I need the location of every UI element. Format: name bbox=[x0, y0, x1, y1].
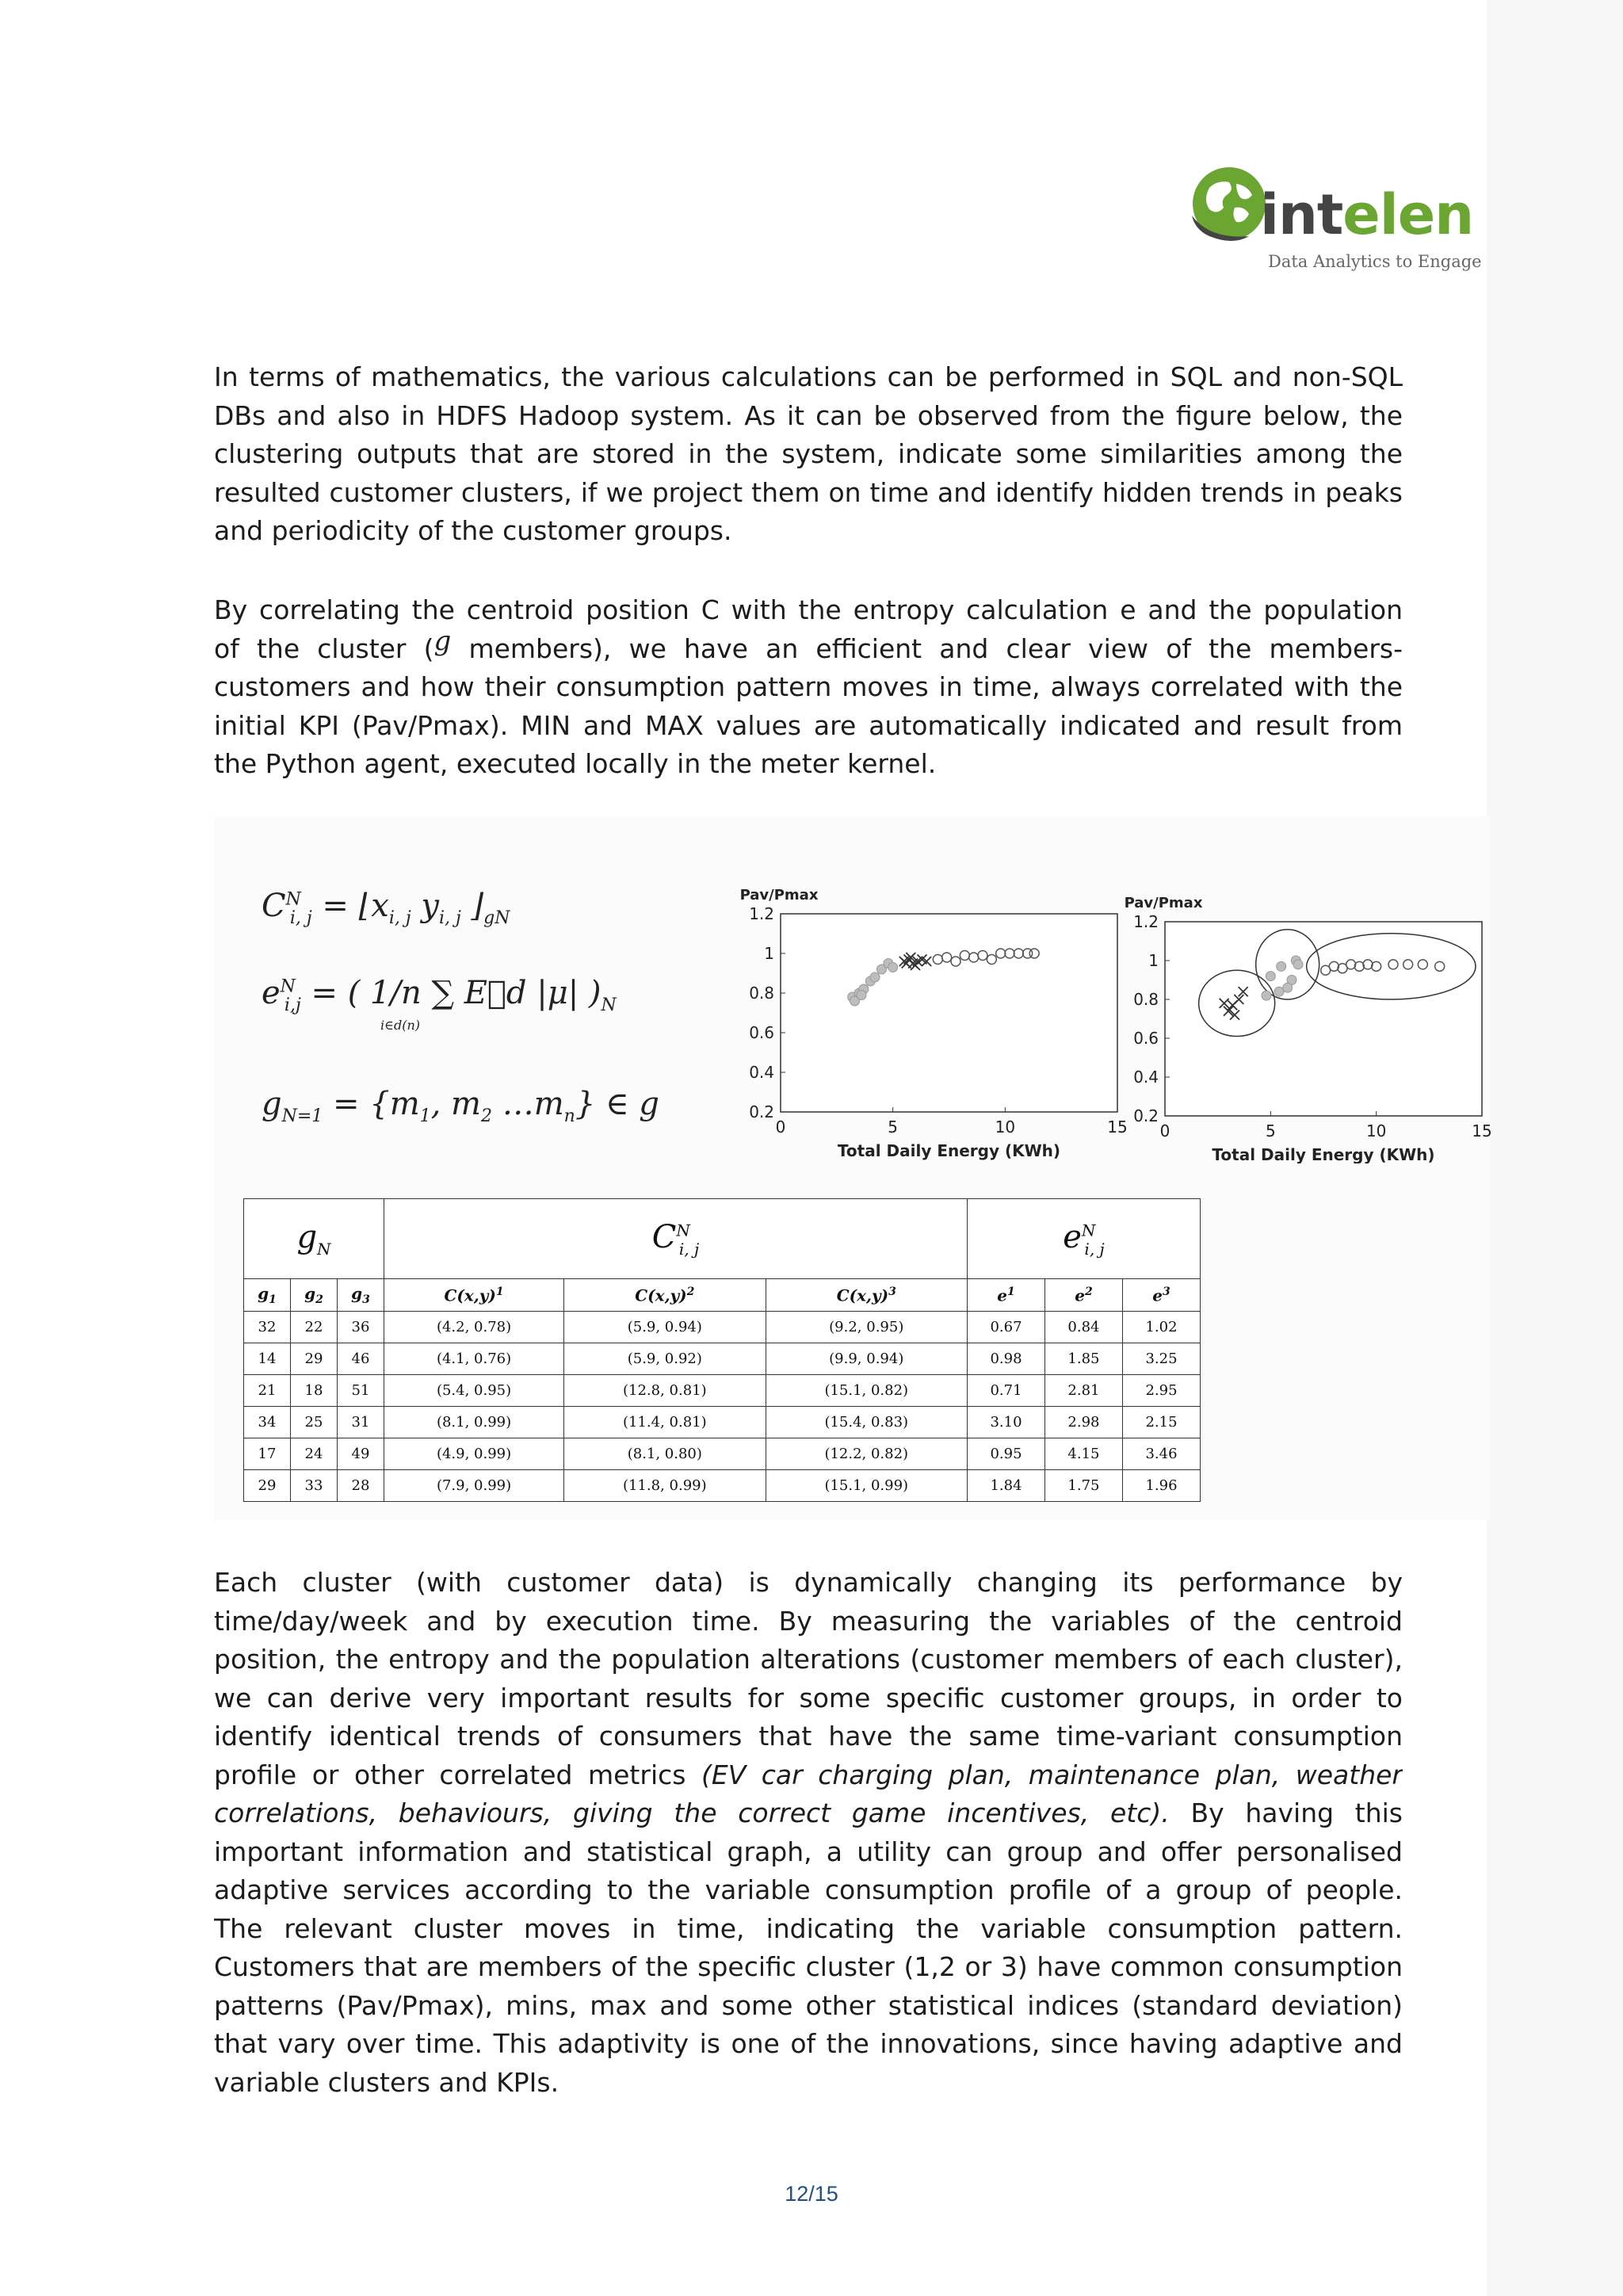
table-cell: 31 bbox=[338, 1407, 384, 1438]
table-cell: 1.85 bbox=[1044, 1343, 1122, 1375]
text-line: DBs and also in HDFS Hadoop system. As it can be observed from the figure below, the bbox=[214, 399, 1403, 431]
table-cell: (11.8, 0.99) bbox=[564, 1470, 766, 1502]
table-cell: (7.9, 0.99) bbox=[384, 1470, 564, 1502]
table-cell: 28 bbox=[338, 1470, 384, 1502]
table-body bbox=[244, 1312, 1201, 1502]
table-cell: 2.15 bbox=[1122, 1407, 1200, 1438]
x-tick-label: 5 bbox=[888, 1117, 899, 1137]
table-cell: (8.1, 0.99) bbox=[384, 1407, 564, 1438]
table-row bbox=[244, 1375, 1201, 1407]
table-cell: 36 bbox=[338, 1312, 384, 1343]
text-line: and periodicity of the customer groups. bbox=[214, 515, 732, 546]
cluster-table bbox=[243, 1198, 1201, 1502]
y-axis-label: Pav/Pmax bbox=[739, 887, 819, 904]
table-cell: 2.98 bbox=[1044, 1407, 1122, 1438]
scatter-chart-left bbox=[705, 878, 1133, 1163]
table-cell: 21 bbox=[244, 1375, 291, 1407]
table-cell: 1.96 bbox=[1122, 1470, 1200, 1502]
column-header: $g_3$ bbox=[338, 1279, 384, 1312]
table-cell: 0.95 bbox=[967, 1438, 1044, 1470]
table-header-g: $g_N$ bbox=[244, 1199, 384, 1279]
column-header: $C(x,y)^2$ bbox=[564, 1279, 766, 1312]
column-header: $g_2$ bbox=[291, 1279, 338, 1312]
table-cell: 3.46 bbox=[1122, 1438, 1200, 1470]
y-tick-label: 0.8 bbox=[749, 984, 774, 1003]
x-axis-label: Total Daily Energy (KWh) bbox=[1212, 1145, 1435, 1163]
data-point-dot bbox=[1277, 961, 1286, 971]
column-header: $e^3$ bbox=[1122, 1279, 1200, 1312]
table-cell: 0.71 bbox=[967, 1375, 1044, 1407]
column-header: $C(x,y)^3$ bbox=[766, 1279, 967, 1312]
text-line: adaptive services according to the variable consumption profile of a group of people. bbox=[214, 1874, 1403, 1905]
table-cell: (4.1, 0.76) bbox=[384, 1343, 564, 1375]
table-cell: 1.75 bbox=[1044, 1470, 1122, 1502]
text-line: In terms of mathematics, the various calculations can be performed in SQL and non-SQL bbox=[214, 361, 1403, 392]
text-line: customers and how their consumption pattern moves in time, always correlated with the bbox=[214, 671, 1403, 702]
table-cell: 14 bbox=[244, 1343, 291, 1375]
y-tick-label: 0.2 bbox=[749, 1102, 774, 1121]
text-line: resulted customer clusters, if we project them on time and identify hidden trends in peaks bbox=[214, 476, 1403, 508]
y-tick-label: 0.4 bbox=[749, 1063, 774, 1082]
g-symbol: g bbox=[433, 629, 452, 657]
table-cell: (15.1, 0.82) bbox=[766, 1375, 967, 1407]
x-tick-label: 10 bbox=[995, 1117, 1016, 1137]
column-header: $g_1$ bbox=[244, 1279, 291, 1312]
page-edge-shadow bbox=[1487, 0, 1623, 2296]
table-cell: 29 bbox=[244, 1470, 291, 1502]
text-line: clustering outputs that are stored in the system, indicate some similarities among the bbox=[214, 438, 1403, 469]
text-line: By correlating the centroid position C with the entropy calculation e and the population bbox=[214, 594, 1403, 625]
table-cell: 0.98 bbox=[967, 1343, 1044, 1375]
text-line: profile or other correlated metrics (EV car charging plan, maintenance plan, weather bbox=[214, 1759, 1403, 1790]
table-cell: 34 bbox=[244, 1407, 291, 1438]
text-line: patterns (Pav/Pmax), mins, max and some other statistical indices (standard deviation) bbox=[214, 1989, 1403, 2021]
table-row bbox=[244, 1470, 1201, 1502]
table-cell: 1.84 bbox=[967, 1470, 1044, 1502]
x-tick-label: 0 bbox=[775, 1117, 786, 1137]
table-cell: (15.4, 0.83) bbox=[766, 1407, 967, 1438]
x-tick-label: 15 bbox=[1472, 1121, 1492, 1140]
column-header: $e^1$ bbox=[967, 1279, 1044, 1312]
text-line: variable clusters and KPIs. bbox=[214, 2066, 559, 2098]
table-cell: 46 bbox=[338, 1343, 384, 1375]
table-cell: (5.9, 0.94) bbox=[564, 1312, 766, 1343]
table-cell: 32 bbox=[244, 1312, 291, 1343]
table-cell: 18 bbox=[291, 1375, 338, 1407]
table-cell: 33 bbox=[291, 1470, 338, 1502]
scatter-chart-right bbox=[1106, 886, 1502, 1163]
y-tick-label: 1.2 bbox=[749, 904, 774, 923]
sum-index: i∈d(n) bbox=[380, 1018, 420, 1033]
column-header: $e^2$ bbox=[1044, 1279, 1122, 1312]
table-cell: (8.1, 0.80) bbox=[564, 1438, 766, 1470]
table-cell: 3.10 bbox=[967, 1407, 1044, 1438]
table-cell: 3.25 bbox=[1122, 1343, 1200, 1375]
y-tick-label: 1.2 bbox=[1133, 912, 1159, 931]
text-line: identify identical trends of consumers that have the same time-variant consumption bbox=[214, 1721, 1403, 1752]
table-cell: 17 bbox=[244, 1438, 291, 1470]
text-line: The relevant cluster moves in time, indicating the variable consumption pattern. bbox=[214, 1912, 1403, 1944]
table-row bbox=[244, 1343, 1201, 1375]
data-point-dot bbox=[1283, 983, 1293, 992]
table-column-headers bbox=[244, 1279, 1201, 1312]
text-line: time/day/week and by execution time. By measuring the variables of the centroid bbox=[214, 1605, 1403, 1637]
table-cell: (9.9, 0.94) bbox=[766, 1343, 967, 1375]
table-cell: 0.84 bbox=[1044, 1312, 1122, 1343]
text-line: we can derive very important results for some specific customer groups, in order to bbox=[214, 1682, 1403, 1713]
table-cell: (9.2, 0.95) bbox=[766, 1312, 967, 1343]
logo-tagline: Data Analytics to Engage bbox=[1268, 252, 1482, 271]
y-tick-label: 0.6 bbox=[749, 1023, 774, 1042]
plot-area bbox=[1165, 922, 1482, 1116]
y-tick-label: 1 bbox=[1148, 951, 1159, 970]
text-line: the Python agent, executed locally in the meter kernel. bbox=[214, 748, 937, 779]
paragraph-cluster-dynamics bbox=[214, 1564, 1403, 2102]
table-cell: (4.2, 0.78) bbox=[384, 1312, 564, 1343]
intelen-logo bbox=[1186, 160, 1487, 279]
data-point-dot bbox=[870, 972, 880, 982]
logo-wordmark: intelen bbox=[1260, 182, 1474, 247]
table-cell: 1.02 bbox=[1122, 1312, 1200, 1343]
table-cell: 2.81 bbox=[1044, 1375, 1122, 1407]
x-tick-label: 15 bbox=[1107, 1117, 1128, 1137]
y-tick-label: 0.2 bbox=[1133, 1106, 1159, 1125]
text-line: position, the entropy and the population alterations (customer members of each cluster), bbox=[214, 1644, 1403, 1675]
text-line: that vary over time. This adaptivity is one of the innovations, since having adaptive and bbox=[214, 2028, 1403, 2059]
page-number: 12/15 bbox=[785, 2182, 838, 2206]
data-point-dot bbox=[1274, 987, 1284, 996]
text-line: important information and statistical graph, a utility can group and offer personalised bbox=[214, 1836, 1403, 1867]
data-point-dot bbox=[888, 963, 898, 972]
column-header: $C(x,y)^1$ bbox=[384, 1279, 564, 1312]
formula-entropy: $e^N_{i,j}$ = ( 1/n ∑ E⃗d |μ| )$_N$ i∈d(n) bbox=[262, 975, 617, 1033]
table-row bbox=[244, 1407, 1201, 1438]
x-tick-label: 5 bbox=[1265, 1121, 1276, 1140]
table-cell: (15.1, 0.99) bbox=[766, 1470, 967, 1502]
y-axis-label: Pav/Pmax bbox=[1124, 895, 1203, 911]
text-line: correlations, behaviours, giving the correct game incentives, etc). By having this bbox=[214, 1797, 1403, 1828]
paragraph-mathematics bbox=[214, 358, 1403, 551]
formula-population: $g_{N=1} = \{m_1$, $m_2$ $\dots m_n$} ∈ g bbox=[262, 1086, 659, 1126]
table-cell: (11.4, 0.81) bbox=[564, 1407, 766, 1438]
x-tick-label: 10 bbox=[1365, 1121, 1387, 1140]
table-cell: 24 bbox=[291, 1438, 338, 1470]
formula-block bbox=[262, 872, 674, 1141]
paragraph-centroid bbox=[214, 591, 1403, 784]
table-cell: 29 bbox=[291, 1343, 338, 1375]
table-cell: (12.8, 0.81) bbox=[564, 1375, 766, 1407]
data-point-dot bbox=[1262, 991, 1271, 1000]
table-cell: (5.4, 0.95) bbox=[384, 1375, 564, 1407]
table-cell: 2.95 bbox=[1122, 1375, 1200, 1407]
table-row bbox=[244, 1312, 1201, 1343]
text-line: initial KPI (Pav/Pmax). MIN and MAX values are automatically indicated and result from bbox=[214, 709, 1403, 741]
text-line: Customers that are members of the specific cluster (1,2 or 3) have common consumption bbox=[214, 1951, 1403, 1982]
text-line: of the cluster (g members), we have an efficient and clear view of the members- bbox=[214, 630, 1403, 669]
formula-centroid: $C^N_{i, j}$ = $⌊x_{i, j}$ $y_{i, j}$ $⌋_{gN}$ bbox=[262, 888, 510, 928]
x-axis-label: Total Daily Energy (KWh) bbox=[837, 1141, 1061, 1160]
y-tick-label: 0.8 bbox=[1133, 990, 1159, 1009]
table-cell: 4.15 bbox=[1044, 1438, 1122, 1470]
data-point-dot bbox=[857, 991, 866, 1000]
table-cell: 22 bbox=[291, 1312, 338, 1343]
y-tick-label: 0.6 bbox=[1133, 1029, 1159, 1048]
table-header-e: $e^N_{i, j}$ bbox=[967, 1199, 1200, 1279]
table-cell: 25 bbox=[291, 1407, 338, 1438]
y-tick-label: 0.4 bbox=[1133, 1068, 1159, 1087]
text-line: Each cluster (with customer data) is dynamically changing its performance by bbox=[214, 1567, 1403, 1598]
x-tick-label: 0 bbox=[1159, 1121, 1170, 1140]
table-cell: 51 bbox=[338, 1375, 384, 1407]
table-cell: 0.67 bbox=[967, 1312, 1044, 1343]
table-cell: (4.9, 0.99) bbox=[384, 1438, 564, 1470]
plot-area bbox=[781, 914, 1117, 1112]
data-point-dot bbox=[1266, 972, 1275, 981]
table-row bbox=[244, 1438, 1201, 1470]
table-cell: (5.9, 0.92) bbox=[564, 1343, 766, 1375]
table-cell: 49 bbox=[338, 1438, 384, 1470]
table-header-c: $C^N_{i, j}$ bbox=[384, 1199, 968, 1279]
table-cell: (12.2, 0.82) bbox=[766, 1438, 967, 1470]
y-tick-label: 1 bbox=[764, 944, 774, 963]
data-point-dot bbox=[1293, 960, 1303, 969]
